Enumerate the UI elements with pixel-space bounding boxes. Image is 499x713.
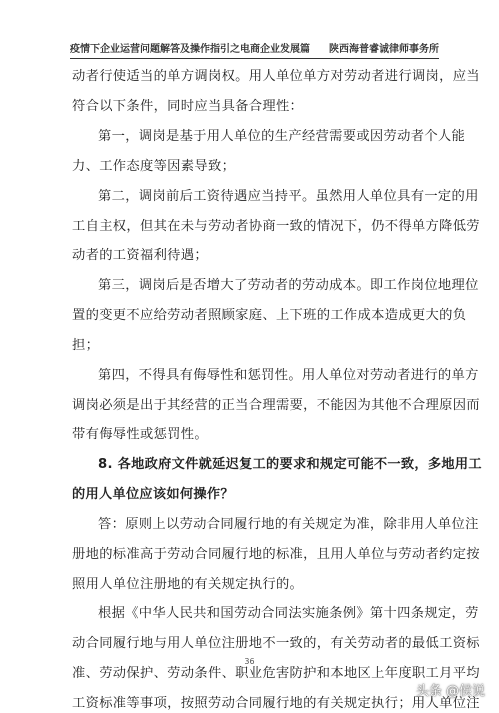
page-number: 36 xyxy=(244,657,255,666)
body-line: 准、劳动保护、劳动条件、职业危害防护和本地区上年度职工月平均 xyxy=(72,666,480,681)
body-line: 答：原则上以劳动合同履行地的有关规定为准，除非用人单位注 xyxy=(98,517,479,532)
body-line: 动者行使适当的单方调岗权。用人单位单方对劳动者进行调岗，应当 xyxy=(72,69,480,84)
page-header xyxy=(70,40,439,58)
body-line: 册地的标准高于劳动合同履行地的标准，且用人单位与劳动者约定按 xyxy=(72,547,480,562)
question-heading-line: 8. 各地政府文件就延迟复工的要求和规定可能不一致，多地用工 xyxy=(98,457,482,472)
body-line: 动合同履行地与用人单位注册地不一致的，有关劳动者的最低工资标 xyxy=(72,636,480,651)
header-divider xyxy=(70,58,439,59)
body-line: 第三，调岗后是否增大了劳动者的劳动成本。即工作岗位地理位 xyxy=(98,278,479,293)
header-document-title: 疫情下企业运营问题解答及操作指引之电商企业发展篇 xyxy=(70,44,310,55)
body-line: 符合以下条件，同时应当具备合理性： xyxy=(72,99,304,114)
body-line: 调岗必须是出于其经营的正当合理需要，不能因为其他不合理原因而 xyxy=(72,398,480,413)
body-line: 力、工作态度等因素导致； xyxy=(72,159,236,174)
body-line: 第四，不得具有侮辱性和惩罚性。用人单位对劳动者进行的单方 xyxy=(98,368,479,383)
body-line: 第一，调岗是基于用人单位的生产经营需要或因劳动者个人能 xyxy=(98,129,466,144)
body-line: 担； xyxy=(72,338,100,353)
question-heading-line: 的用人单位应该如何操作？ xyxy=(72,487,234,502)
body-line: 动者的工资福利待遇； xyxy=(72,248,208,263)
body-line: 带有侮辱性或惩罚性。 xyxy=(72,427,208,442)
header-firm-name: 陕西海普睿诚律师事务所 xyxy=(329,44,439,55)
body-line: 置的变更不应给劳动者照顾家庭、上下班的工作成本造成更大的负 xyxy=(72,308,467,323)
body-line: 工资标准等事项，按照劳动合同履行地的有关规定执行；用人单位注 xyxy=(72,696,480,711)
body-line: 照用人单位注册地的有关规定执行的。 xyxy=(72,577,304,592)
watermark-label: 头条 @侯说 xyxy=(415,684,485,699)
body-line: 第二，调岗前后工资待遇应当持平。虽然用人单位具有一定的用 xyxy=(98,189,479,204)
body-line: 根据《中华人民共和国劳动合同法实施条例》第十四条规定，劳 xyxy=(98,606,479,621)
body-line: 工自主权，但其在未与劳动者协商一致的情况下，仍不得单方降低劳 xyxy=(72,219,480,234)
